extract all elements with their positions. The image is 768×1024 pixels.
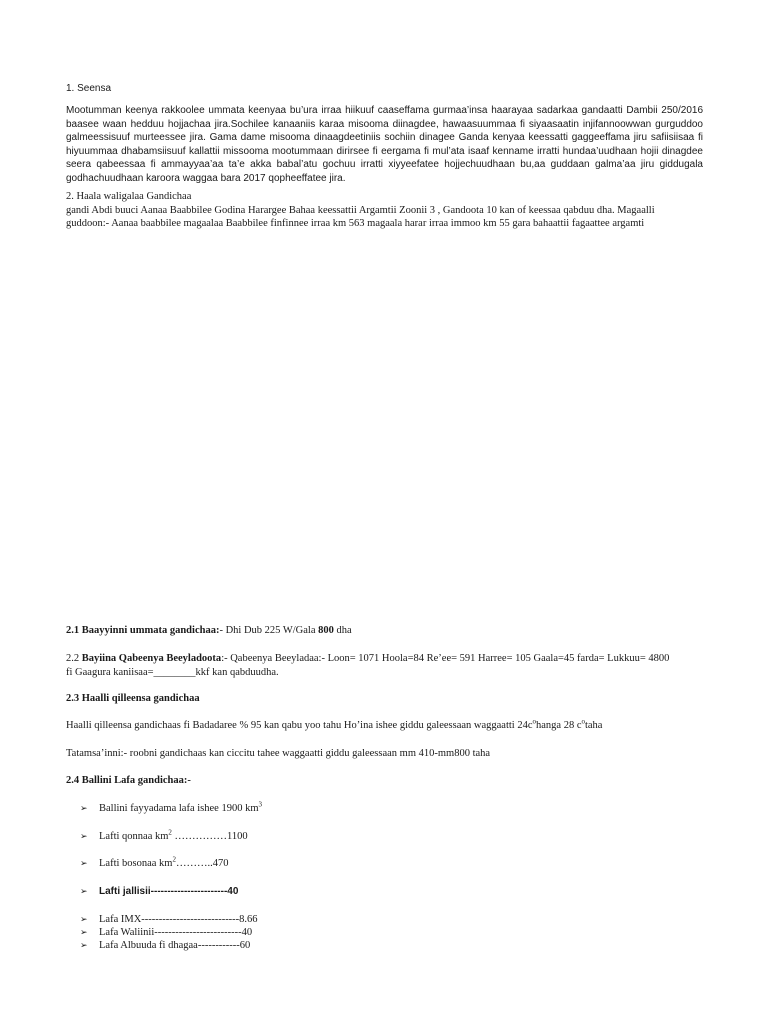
list-item-text: Lafti qonnaa km <box>99 831 169 842</box>
list-item-text: Lafa IMX----------------------------8.66 <box>99 914 258 925</box>
degree-mark: o <box>581 717 585 726</box>
temperature-range: hanga 28 c <box>536 720 582 731</box>
section-2-4-heading <box>66 775 703 786</box>
section-2-2-number: 2.2 <box>66 653 82 664</box>
superscript: 3 <box>258 800 262 809</box>
list-item-text: Lafa Waliinii-------------------------40 <box>99 927 253 938</box>
list-item-text: Lafa Albuuda fi dhagaa------------60 <box>99 940 251 951</box>
section-2-1-value: 800 <box>318 625 334 636</box>
list-item-text: Ballini fayyadama lafa ishee 1900 km <box>99 803 259 814</box>
section-2-1-label: 2.1 Baayyinni ummata gandichaa: <box>66 625 220 636</box>
section-2-1-text: - Dhi Dub 225 W/Gala <box>219 625 319 636</box>
section-2-2 <box>66 652 703 679</box>
temperature-suffix: taha <box>584 720 603 731</box>
section-2-3-rainfall: Tatamsa’inni:- roobni gandichaas kan ciccitu tahee waggaatti giddu galeessaan mm 410-mm800 taha <box>66 748 491 759</box>
section-2-2-label: Bayiina Qabeenya Beeyladoota <box>81 653 222 664</box>
arrow-bullet-icon: ➢ <box>80 832 88 842</box>
section-2-block <box>66 190 703 231</box>
list-item <box>80 914 258 925</box>
section-2-3-temperature <box>66 717 703 731</box>
list-item <box>80 927 252 938</box>
list-item-text: Lafti jallisii-----------------------40 <box>99 886 239 897</box>
list-item <box>80 886 238 897</box>
superscript: 2 <box>168 828 172 837</box>
section-2-2-line-1: :- Qabeenya Beeyladaa:- Loon= 1071 Hoola=84 Re’ee= 591 Harree= 105 Gaala=45 farda= Lukkuu= 4800 <box>221 653 670 664</box>
arrow-bullet-icon: ➢ <box>80 928 88 938</box>
list-item <box>80 800 262 814</box>
arrow-bullet-icon: ➢ <box>80 859 88 869</box>
list-item <box>80 828 248 842</box>
section-1-heading: 1. Seensa <box>66 83 112 94</box>
section-2-heading: 2. Haala waligalaa Gandichaa <box>66 191 192 202</box>
section-2-line-1: gandi Abdi buuci Aanaa Baabbilee Godina Harargee Bahaa keessattii Argamtii Zoonii 3 , Gandoota 10 kan of keessaa qabduu dha. Magaalli <box>66 204 655 216</box>
section-2-line-2: guddoon:- Aanaa baabbilee magaalaa Baabbilee finfinnee irraa km 563 magaala harar irraa immoo km 55 gara bahaattii fagaattee argamti <box>66 218 645 229</box>
list-item <box>80 940 250 951</box>
list-item-value: ……………1100 <box>171 831 248 842</box>
arrow-bullet-icon: ➢ <box>80 915 88 925</box>
superscript: 2 <box>172 855 176 864</box>
section-2-4-heading-text: 2.4 Ballini Lafa gandichaa:- <box>66 775 191 786</box>
section-2-2-line-2: fi Gaagura kaniisaa=________kkf kan qabduudha. <box>66 666 279 678</box>
degree-mark: o <box>532 717 536 726</box>
list-item <box>80 855 229 869</box>
section-2-1 <box>66 625 703 636</box>
list-item-text: Lafti bosonaa km <box>99 858 173 869</box>
section-1-paragraph: Mootumman keenya rakkoolee ummata keenyaa bu’ura irraa hiikuuf caaseffama gurmaa’insa haarayaa sadarkaa gandaatti Dambii 250/2016 baasee waan hedduu hojjachaa jira.Sochilee kanaaniis karaa misooma diinagdee, hawaasuummaa fi siyaasaatin injifannoowwan gurguddoo galmeessisuuf murteessee jira. Gama dame misooma dinaagdeetiniis sochiin dinagee Ganda kenyaa keessatti gaggeeffama jiru safiisiisaa fi hiyuummaa dhabamsiisuuf kallattii missooma mootummaan dirirsee fi eergama fi mul’ata isaaf kenname irratti hundaa’uudhaan hojii dinagdee seera qabeessaa fi ammayyaa’aa ta’e akka babal’atu gochuu irratti xiyyeefatee hojjechuudhaan bu,aa guddaan galma’aa jiru giddugala godhachuudhaan karoora waggaa bara 2017 qopheeffatee jira. <box>66 105 703 184</box>
arrow-bullet-icon: ➢ <box>80 887 88 897</box>
section-2-3-heading <box>66 693 703 704</box>
temperature-text: Haalli qilleensa gandichaas fi Badadaree % 95 kan qabu yoo tahu Ho’ina ishee giddu galeessaan waggaatti 24c <box>66 720 533 731</box>
section-2-3-heading-text: 2.3 Haalli qilleensa gandichaa <box>66 693 200 704</box>
arrow-bullet-icon: ➢ <box>80 804 88 814</box>
section-2-1-suffix: dha <box>333 625 352 636</box>
arrow-bullet-icon: ➢ <box>80 941 88 951</box>
list-item-value: ………..470 <box>175 858 229 869</box>
